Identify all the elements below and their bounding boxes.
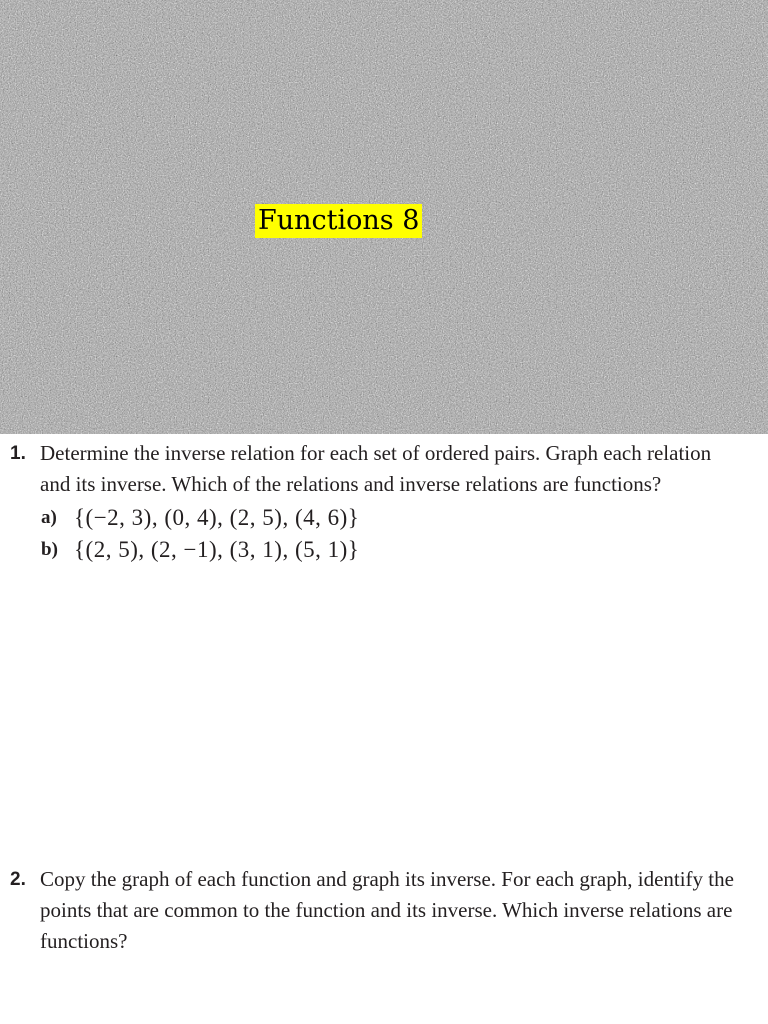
question-part-b [0, 534, 768, 566]
title-banner [0, 0, 768, 434]
question-text: Determine the inverse relation for each set of ordered pairs. Graph each relation and its inverse. Which of the relations and inverse relations are functions? [40, 441, 712, 496]
ordered-pairs-set: {(−2, 3), (0, 4), (2, 5), (4, 6)} [74, 505, 360, 530]
question-parts [0, 502, 768, 566]
question-1 [0, 438, 768, 566]
question-number: 1. [10, 443, 26, 464]
page-title: Functions 8 [255, 204, 422, 238]
ordered-pairs-set: {(2, 5), (2, −1), (3, 1), (5, 1)} [74, 537, 360, 562]
part-label: a) [41, 507, 57, 528]
question-part-a [0, 502, 768, 534]
question-text: Copy the graph of each function and graph its inverse. For each graph, identify the points that are common to the function and its inverse. Which inverse relations are functions? [40, 867, 734, 953]
part-label: b) [41, 539, 58, 560]
question-2 [0, 864, 768, 957]
question-number: 2. [10, 869, 26, 890]
